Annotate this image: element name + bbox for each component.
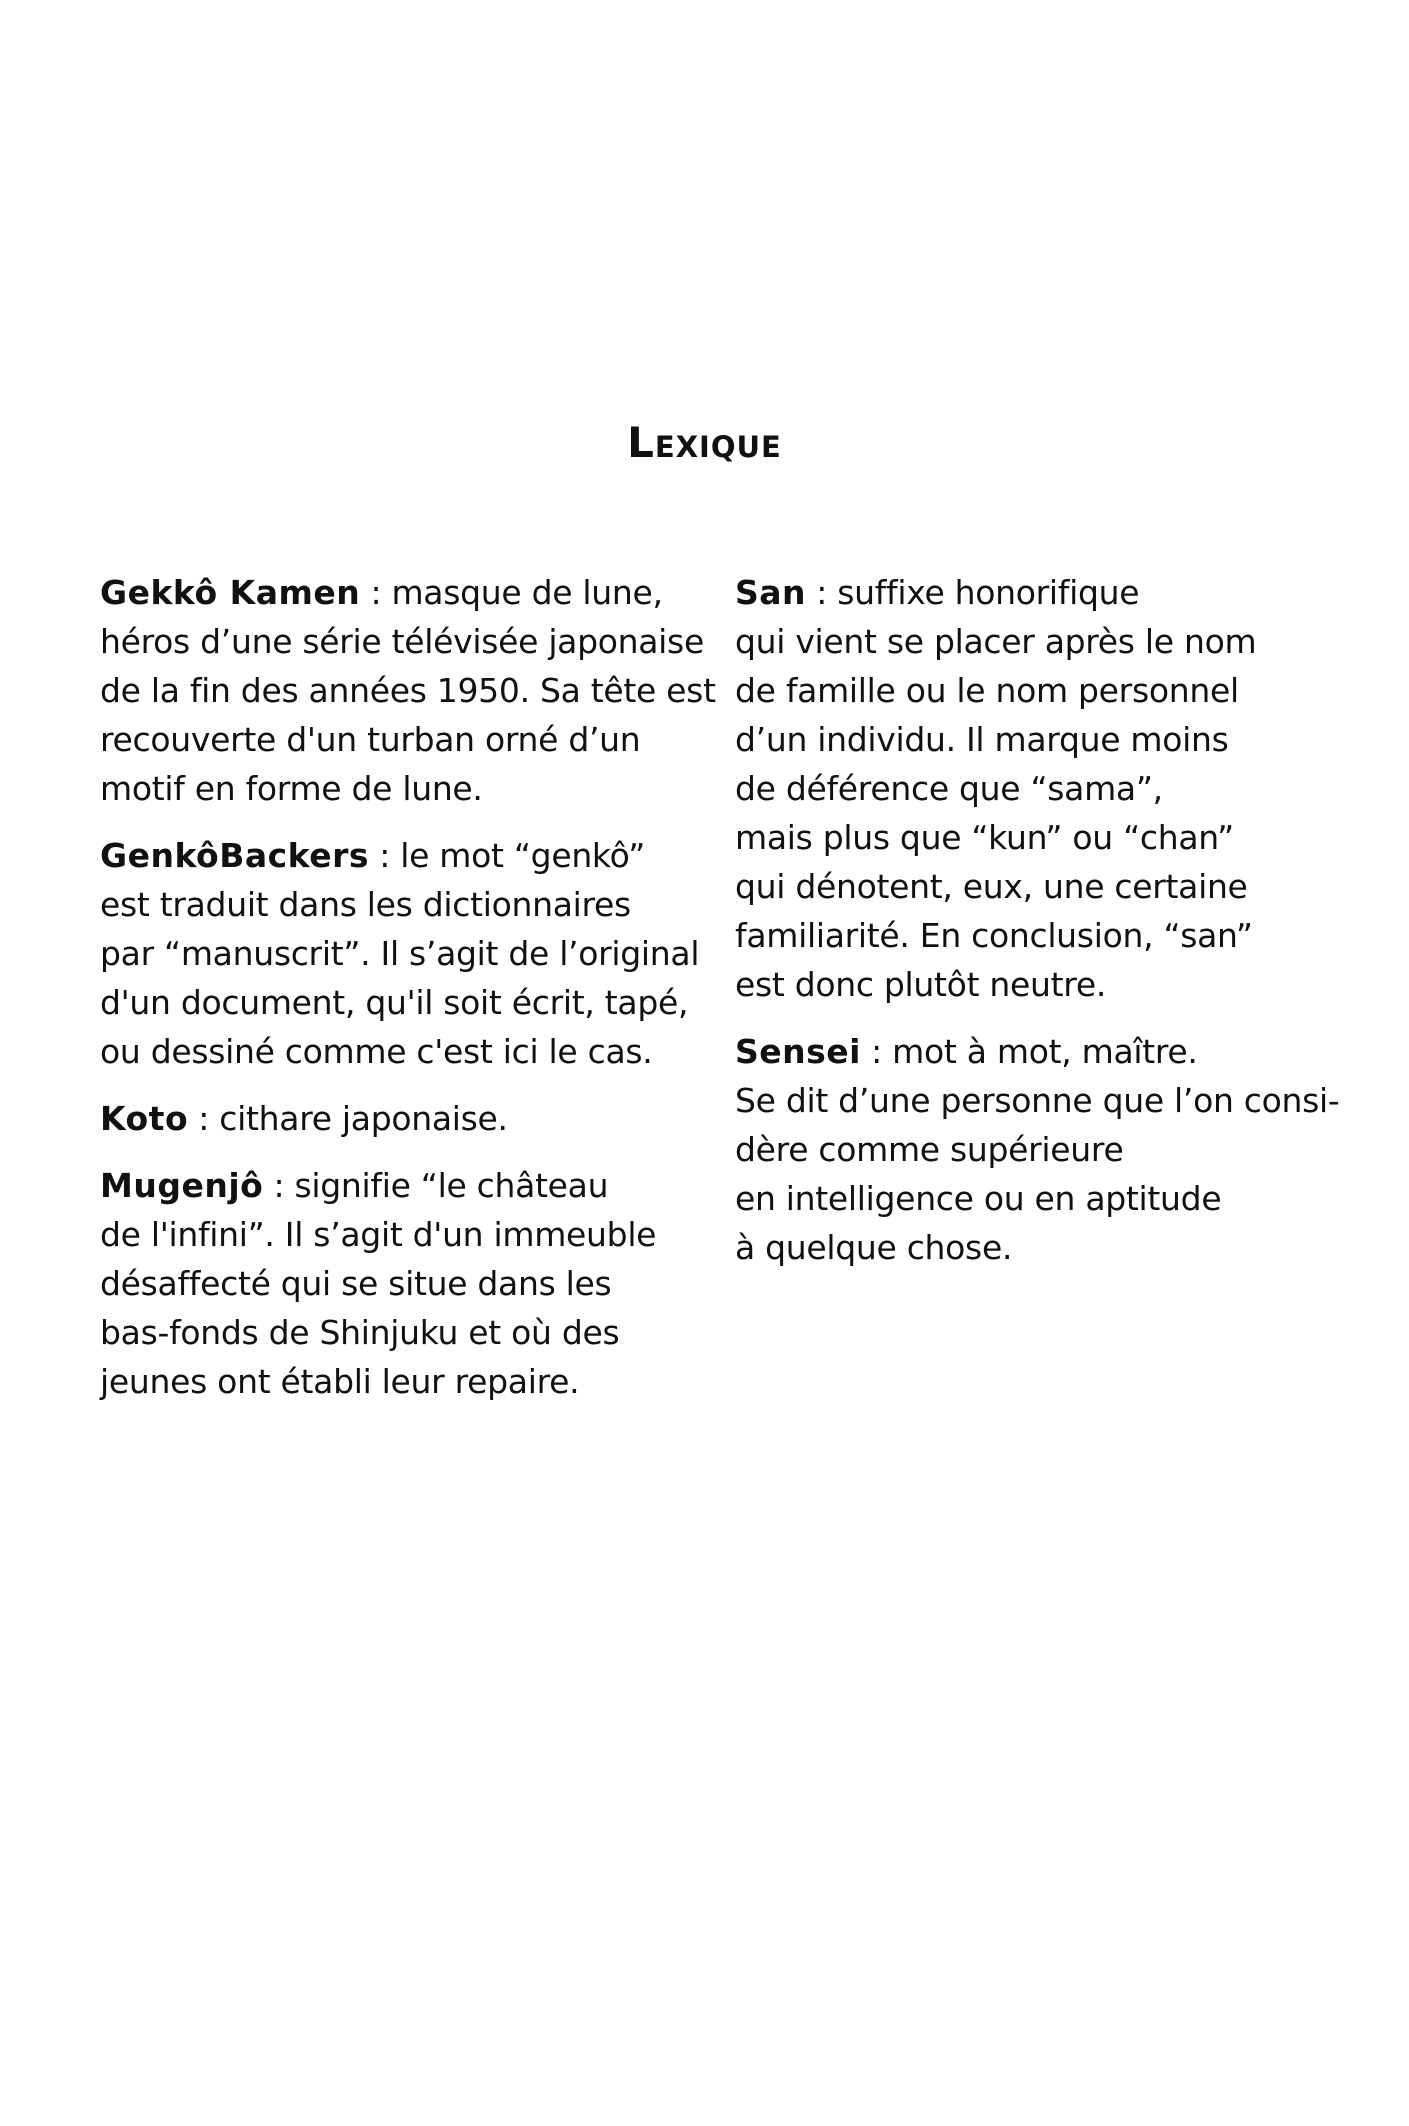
entry-definition-line: est traduit dans les dictionnaires: [100, 885, 631, 924]
entry-definition-line: jeunes ont établi leur repaire.: [100, 1362, 580, 1401]
entry-definition-line: d'un document, qu'il soit écrit, tapé,: [100, 983, 689, 1022]
entry-first-line: [100, 1094, 720, 1143]
entry-term: Gekkô Kamen: [100, 573, 361, 612]
entry-definition-line: d’un individu. Il marque moins: [735, 720, 1229, 759]
glossary-entry-sensei: [735, 1027, 1385, 1272]
glossary-entry-genkobackers: [100, 831, 720, 1076]
entry-definition-start: : cithare japonaise.: [188, 1099, 508, 1138]
entry-term: Mugenjô: [100, 1166, 264, 1205]
entry-definition-line: de la fin des années 1950. Sa tête est: [100, 671, 716, 710]
entry-definition-line: de famille ou le nom personnel: [735, 671, 1239, 710]
page-title: Lexique: [627, 418, 782, 467]
entry-definition-line: héros d’une série télévisée japonaise: [100, 622, 704, 661]
glossary-entry-san: [735, 568, 1385, 1009]
entry-definition-line: par “manuscrit”. Il s’agit de l’original: [100, 934, 700, 973]
entry-definition-start: : mot à mot, maître.: [860, 1032, 1198, 1071]
entry-definition-line: Se dit d’une personne que l’on consi-: [735, 1081, 1340, 1120]
entry-term: San: [735, 573, 807, 612]
entry-definition-line: bas-fonds de Shinjuku et où des: [100, 1313, 620, 1352]
glossary-entry-mugenjo: [100, 1161, 720, 1406]
entry-definition-line: en intelligence ou en aptitude: [735, 1179, 1222, 1218]
entry-definition-start: : suffixe honorifique: [806, 573, 1140, 612]
glossary-left-column: [100, 568, 720, 1424]
entry-term: Sensei: [735, 1032, 861, 1071]
entry-definition-line: désaffecté qui se situe dans les: [100, 1264, 612, 1303]
entry-first-line: [100, 568, 720, 617]
entry-definition-start: : masque de lune,: [360, 573, 663, 612]
entry-definition-line: de l'infini”. Il s’agit d'un immeuble: [100, 1215, 657, 1254]
glossary-entry-gekko-kamen: [100, 568, 720, 813]
glossary-entry-koto: [100, 1094, 720, 1143]
entry-definition-line: familiarité. En conclusion, “san”: [735, 916, 1253, 955]
entry-definition-line: recouverte d'un turban orné d’un: [100, 720, 641, 759]
entry-first-line: [735, 1027, 1385, 1076]
entry-first-line: [100, 1161, 720, 1210]
entry-definition-line: qui dénotent, eux, une certaine: [735, 867, 1248, 906]
entry-definition-line: dère comme supérieure: [735, 1130, 1124, 1169]
entry-definition-start: : le mot “genkô”: [369, 836, 646, 875]
entry-first-line: [100, 831, 720, 880]
entry-term: GenkôBackers: [100, 836, 370, 875]
glossary-right-column: [735, 568, 1385, 1290]
entry-definition-line: est donc plutôt neutre.: [735, 965, 1107, 1004]
entry-term: Koto: [100, 1099, 189, 1138]
entry-definition-line: ou dessiné comme c'est ici le cas.: [100, 1032, 653, 1071]
entry-definition-line: à quelque chose.: [735, 1228, 1013, 1267]
entry-first-line: [735, 568, 1385, 617]
entry-definition-line: motif en forme de lune.: [100, 769, 483, 808]
entry-definition-line: mais plus que “kun” ou “chan”: [735, 818, 1234, 857]
entry-definition-line: de déférence que “sama”,: [735, 769, 1163, 808]
entry-definition-line: qui vient se placer après le nom: [735, 622, 1257, 661]
entry-definition-start: : signifie “le château: [263, 1166, 609, 1205]
